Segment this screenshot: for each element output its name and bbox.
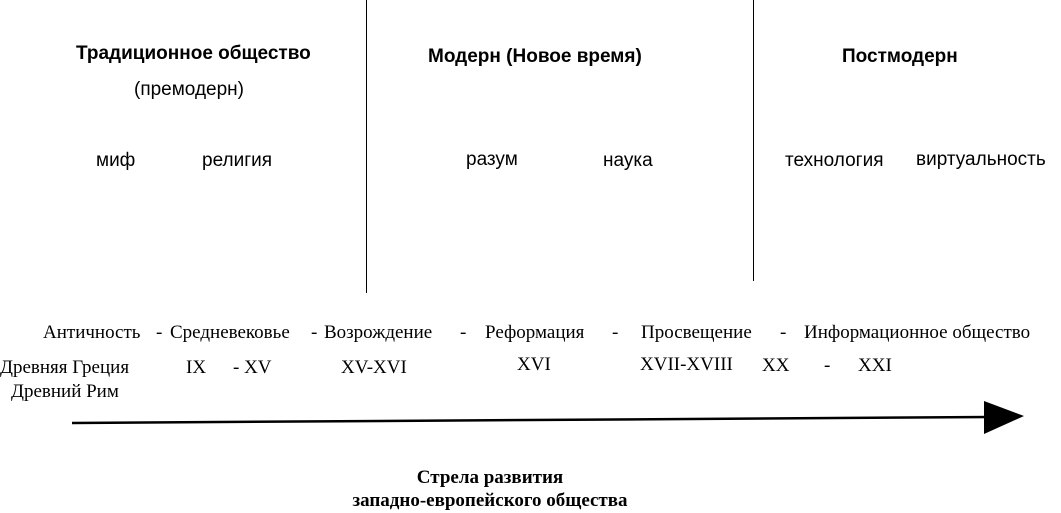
arrow-caption-line2: западно-европейского общества — [352, 490, 628, 511]
era-antiquity: Античность — [43, 322, 141, 343]
era-reformation: Реформация — [485, 322, 585, 343]
era-separator-1: - — [156, 322, 163, 343]
date-ancient-greece: Древняя Греция — [0, 357, 130, 378]
date-xx: XX — [762, 355, 790, 376]
date-xxi: XXI — [858, 355, 892, 376]
modern-title: Модерн (Новое время) — [428, 46, 642, 67]
era-renaissance: Возрождение — [324, 322, 433, 343]
era-separator-3: - — [460, 322, 467, 343]
date-xv: - XV — [233, 357, 272, 378]
date-dash: - — [824, 355, 831, 376]
era-middle-ages: Средневековье — [170, 322, 290, 343]
date-xv-xvi: XV-XVI — [341, 357, 407, 378]
postmodern-title: Постмодерн — [842, 46, 958, 67]
arrow-head — [984, 401, 1024, 434]
word-technology: технология — [785, 150, 884, 171]
era-separator-4: - — [612, 322, 619, 343]
date-xvii-xviii: XVII-XVIII — [640, 354, 733, 375]
date-ix: IX — [186, 357, 207, 378]
era-enlightenment: Просвещение — [641, 322, 752, 343]
traditional-subtitle: (премодерн) — [134, 79, 245, 100]
word-reason: разум — [466, 149, 518, 170]
word-science: наука — [603, 150, 653, 171]
traditional-title: Традиционное общество — [76, 43, 311, 64]
arrow-caption-line1: Стрела развития — [416, 467, 564, 488]
era-separator-2: - — [311, 322, 318, 343]
era-information-society: Информационное общество — [804, 322, 1031, 343]
word-myth: миф — [96, 150, 136, 171]
date-xvi: XVI — [517, 354, 551, 375]
era-separator-5: - — [780, 322, 787, 343]
arrow-shaft — [72, 417, 990, 423]
date-ancient-rome: Древний Рим — [11, 381, 119, 402]
word-virtuality: виртуальность — [916, 149, 1046, 170]
word-religion: религия — [202, 150, 273, 171]
